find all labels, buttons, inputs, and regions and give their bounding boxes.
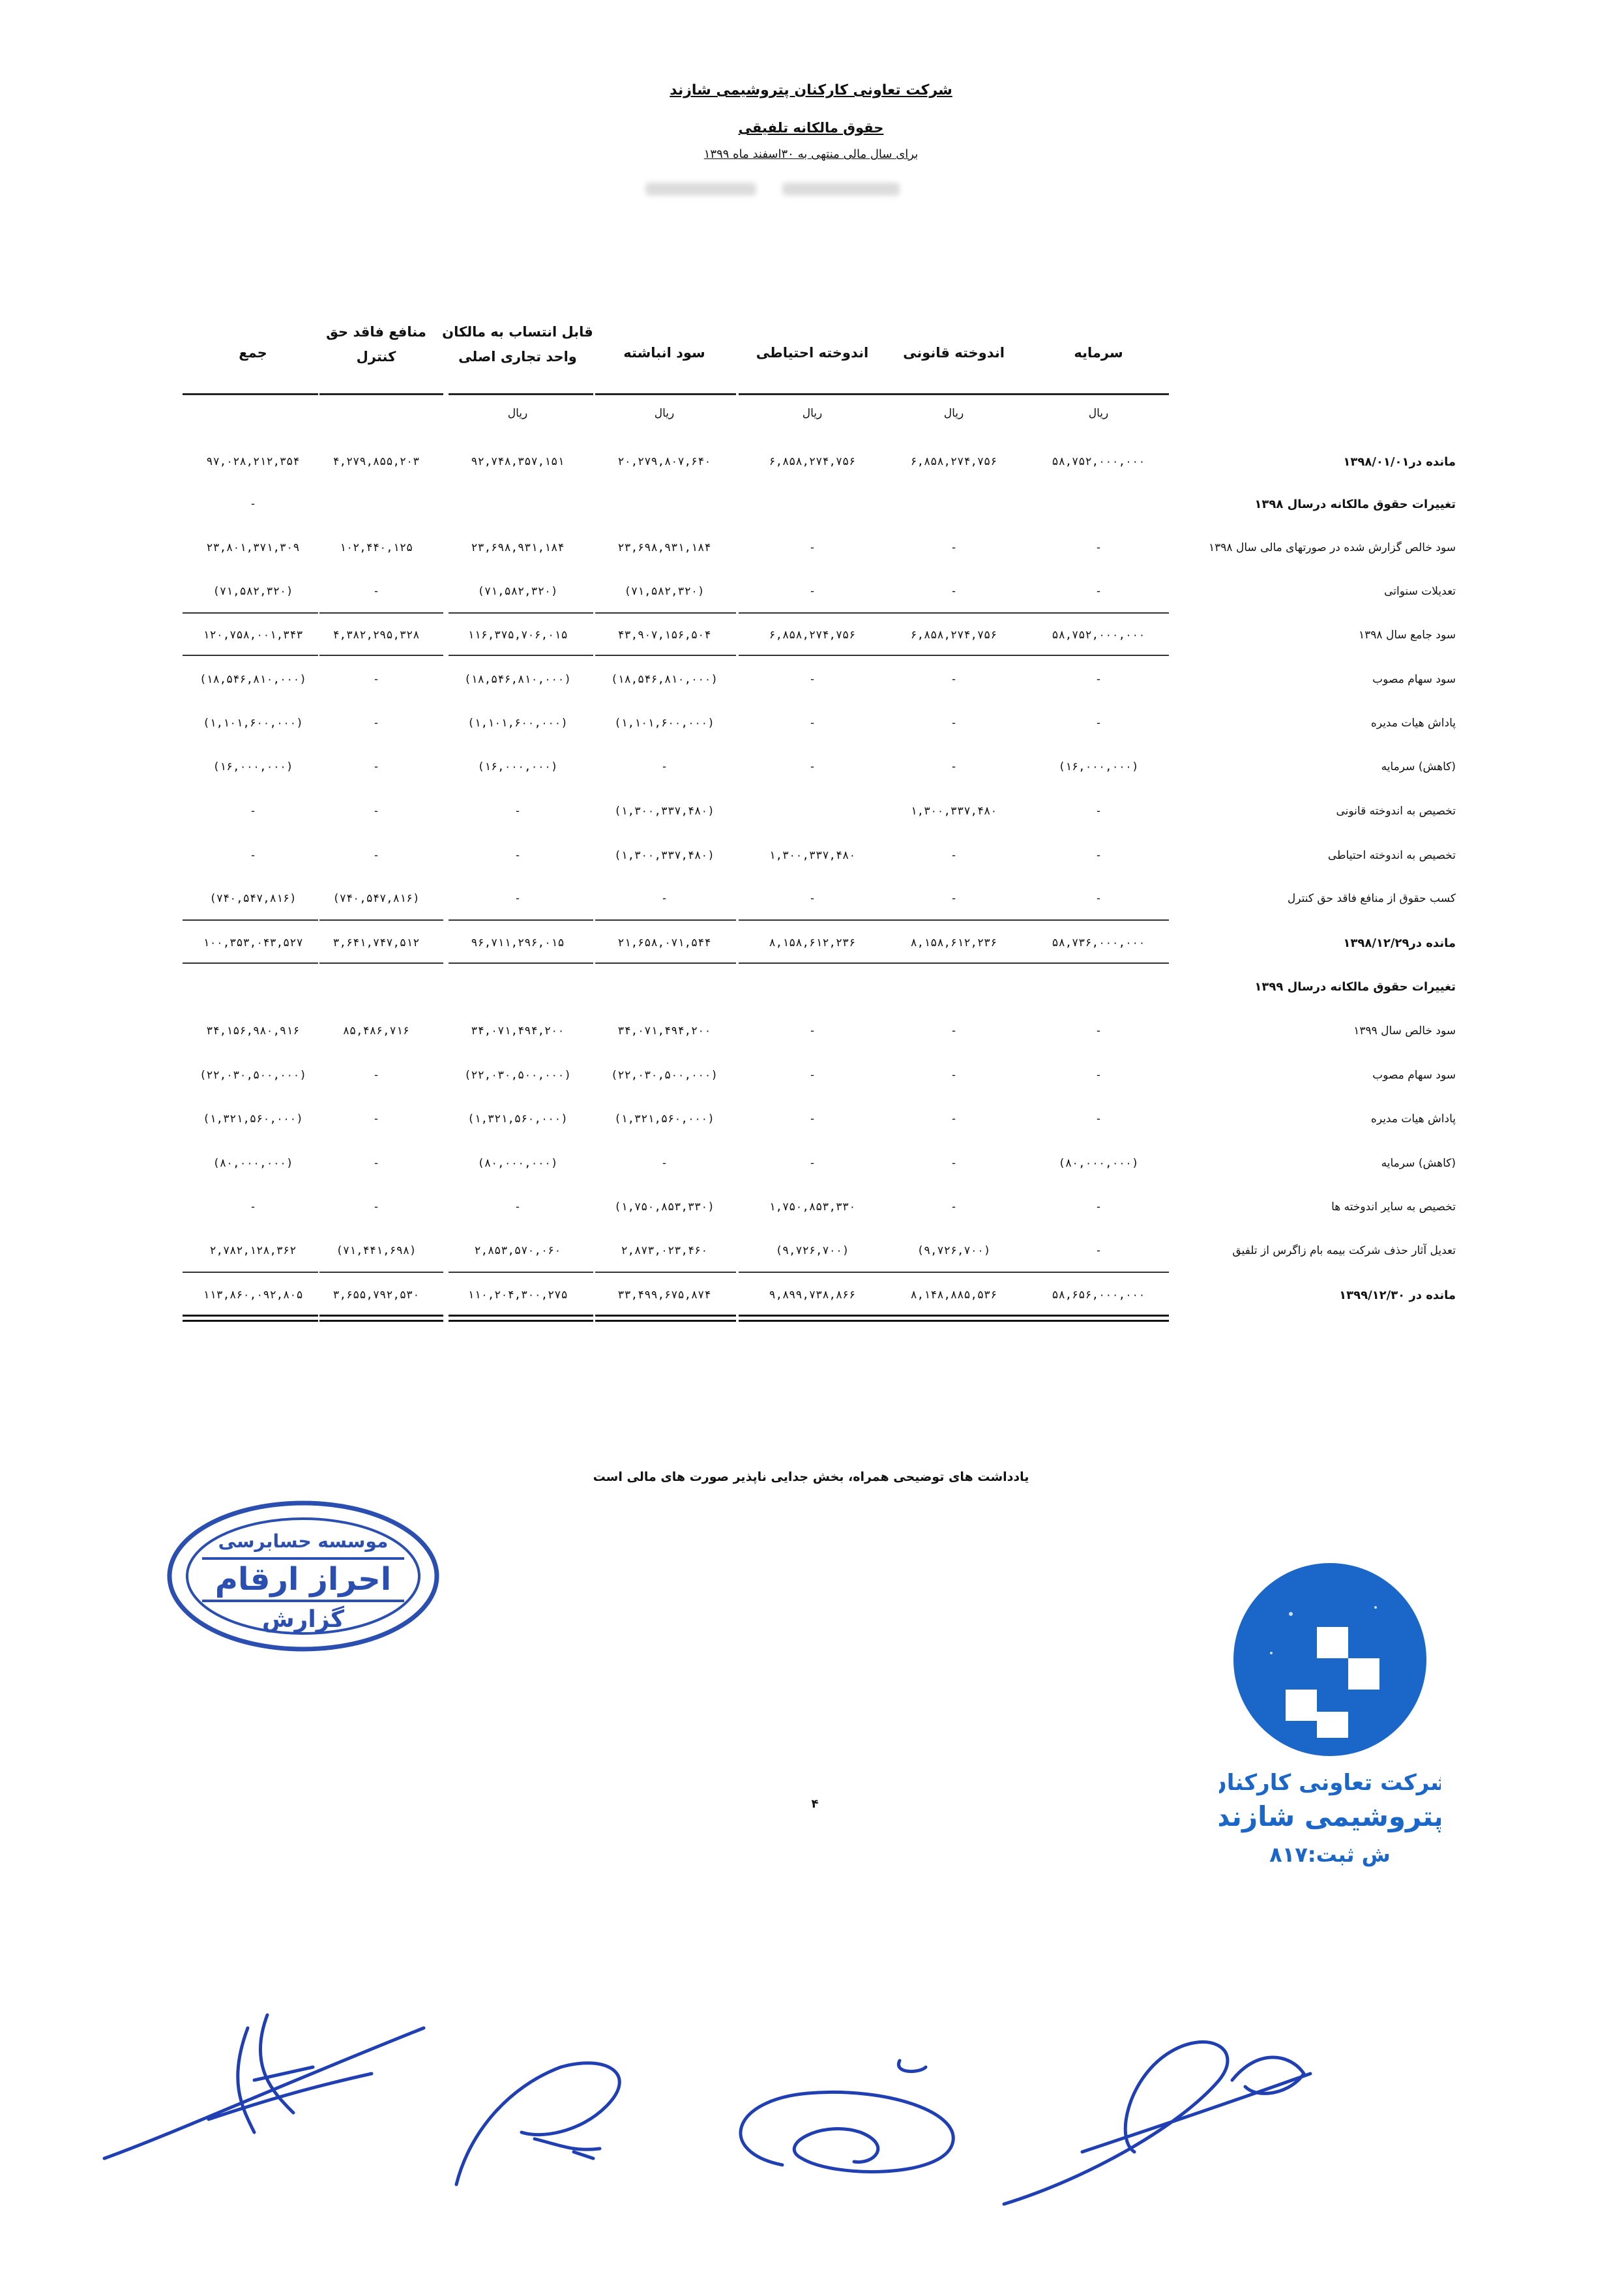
total-rule [319, 655, 443, 656]
table-cell: - [372, 805, 380, 818]
table-cell: - [1095, 541, 1102, 554]
table-cell: ۳۴,۱۵۶,۹۸۰,۹۱۶ [206, 1024, 300, 1037]
row-label: سود سهام مصوب [1372, 673, 1456, 686]
table-cell: - [808, 541, 816, 554]
header-rule [1025, 393, 1169, 395]
row-label: سود سهام مصوب [1372, 1069, 1456, 1082]
table-cell: - [1095, 892, 1102, 905]
table-cell: - [249, 805, 257, 818]
table-cell: - [249, 498, 257, 511]
table-cell: (۱,۱۰۱,۶۰۰,۰۰۰) [203, 717, 303, 730]
table-cell: (۱۸,۵۴۶,۸۱۰,۰۰۰) [464, 673, 571, 686]
statement-title: حقوق مالکانه تلفیقی [738, 120, 884, 136]
total-rule [739, 1320, 882, 1322]
row-label: سود خالص گزارش شده در صورتهای مالی سال ۱۳۹۸ [1209, 541, 1456, 554]
total-rule [449, 655, 593, 656]
table-cell: - [808, 673, 816, 686]
table-cell: (۱,۷۵۰,۸۵۳,۳۳۰) [614, 1200, 715, 1214]
table-cell: - [249, 1200, 257, 1214]
total-rule [739, 962, 882, 964]
auditor-stamp [163, 1497, 443, 1656]
table-cell: ۹,۸۹۹,۷۳۸,۸۶۶ [769, 1289, 856, 1302]
total-rule [882, 1320, 1025, 1322]
table-cell: - [372, 849, 380, 862]
total-rule [449, 962, 593, 964]
table-cell: (۱,۳۰۰,۳۳۷,۴۸۰) [614, 849, 715, 862]
table-cell: ۳۴,۰۷۱,۴۹۴,۲۰۰ [471, 1024, 565, 1037]
table-cell: ۸,۱۴۸,۸۸۵,۵۳۶ [910, 1289, 997, 1302]
table-cell: ۱,۳۰۰,۳۳۷,۴۸۰ [910, 805, 997, 818]
table-cell: ۲۱,۶۵۸,۰۷۱,۵۴۴ [617, 936, 711, 949]
table-cell: ۴,۲۷۹,۸۵۵,۲۰۳ [332, 455, 420, 468]
unit-label: ریال [943, 407, 964, 420]
table-cell: (۱۶,۰۰۰,۰۰۰) [477, 760, 558, 773]
signature-4 [984, 2008, 1349, 2217]
table-cell: - [514, 892, 522, 905]
table-cell: (۹,۷۲۶,۷۰۰) [775, 1244, 849, 1257]
total-rule [595, 962, 736, 964]
table-cell: ۱,۳۰۰,۳۳۷,۴۸۰ [769, 849, 856, 862]
table-cell: - [808, 1069, 816, 1082]
table-cell: - [1095, 1069, 1102, 1082]
row-label: تخصیص به اندوخته احتیاطی [1327, 849, 1456, 862]
table-cell: (۱۸,۵۴۶,۸۱۰,۰۰۰) [611, 673, 718, 686]
table-cell: (۷۱,۵۸۲,۳۲۰) [477, 585, 558, 598]
table-cell: (۷۴۰,۵۴۷,۸۱۶) [209, 892, 297, 905]
total-rule [882, 612, 1025, 614]
total-rule [739, 1272, 882, 1273]
total-rule [595, 612, 736, 614]
table-cell: - [660, 892, 668, 905]
table-cell: - [1095, 849, 1102, 862]
total-rule [595, 655, 736, 656]
table-cell: - [1095, 805, 1102, 818]
table-cell: ۶,۸۵۸,۲۷۴,۷۵۶ [910, 455, 997, 468]
total-rule [1025, 919, 1169, 921]
total-rule [739, 612, 882, 614]
period-line: برای سال مالی منتهی به ۳۰اسفند ماه ۱۳۹۹ [703, 147, 919, 161]
signature-2 [443, 2035, 704, 2198]
table-cell: (۹,۷۲۶,۷۰۰) [917, 1244, 991, 1257]
column-header: جمع [239, 345, 267, 361]
table-cell: ۲,۸۵۳,۵۷۰,۰۶۰ [474, 1244, 561, 1257]
table-cell: ۱,۷۵۰,۸۵۳,۳۳۰ [769, 1200, 856, 1214]
header-rule [882, 393, 1025, 395]
total-rule [1025, 655, 1169, 656]
row-label: تعدیل آثار حذف شرکت بیمه بام زاگرس از تلفیق [1232, 1244, 1456, 1257]
header-rule [595, 393, 736, 395]
total-rule [183, 655, 318, 656]
row-label: تخصیص به سایر اندوخته ها [1331, 1200, 1456, 1214]
table-cell: ۱۱۰,۲۰۴,۳۰۰,۲۷۵ [467, 1289, 568, 1302]
table-cell: - [808, 1024, 816, 1037]
total-rule [183, 1315, 318, 1317]
table-cell: - [950, 892, 958, 905]
table-cell: ۱۱۳,۸۶۰,۰۹۲,۸۰۵ [203, 1289, 303, 1302]
signature-1 [98, 2002, 437, 2171]
auditor-stamp-bottom: گزارش [261, 1606, 345, 1633]
table-cell: - [950, 1024, 958, 1037]
auditor-stamp-name: احراز ارقام [214, 1561, 392, 1598]
table-cell: - [950, 585, 958, 598]
total-rule [595, 1320, 736, 1322]
table-cell: (۸۰,۰۰۰,۰۰۰) [213, 1157, 293, 1170]
row-label: (کاهش) سرمایه [1381, 760, 1456, 773]
row-label: تغییرات حقوق مالکانه درسال ۱۳۹۸ [1254, 498, 1456, 511]
total-rule [1025, 612, 1169, 614]
table-cell: - [950, 1157, 958, 1170]
table-cell: - [950, 1069, 958, 1082]
table-cell: - [1095, 1200, 1102, 1214]
table-cell: ۲,۷۸۲,۱۲۸,۳۶۲ [209, 1244, 297, 1257]
table-cell: (۱۶,۰۰۰,۰۰۰) [1058, 760, 1139, 773]
table-cell: (۱,۳۰۰,۳۳۷,۴۸۰) [614, 805, 715, 818]
table-cell: - [1095, 673, 1102, 686]
table-cell: (۷۴۰,۵۴۷,۸۱۶) [332, 892, 420, 905]
row-label: سود خالص سال ۱۳۹۹ [1353, 1024, 1456, 1037]
column-header: اندوخته احتیاطی [756, 345, 869, 361]
table-cell: ۸,۱۵۸,۶۱۲,۲۳۶ [769, 936, 856, 949]
table-cell: (۱,۳۲۱,۵۶۰,۰۰۰) [203, 1112, 303, 1126]
footnote: یادداشت های توضیحی همراه، بخش جدایی ناپذیر صورت های مالی است [593, 1470, 1029, 1484]
table-cell: ۱۰۰,۳۵۳,۰۴۳,۵۲۷ [203, 936, 303, 949]
table-cell: (۷۱,۵۸۲,۳۲۰) [213, 585, 293, 598]
total-rule [319, 962, 443, 964]
total-rule [595, 1272, 736, 1273]
company-stamp-line1: شرکت تعاونی کارکنان [1219, 1770, 1441, 1796]
table-cell: (۷۱,۴۴۱,۶۹۸) [336, 1244, 417, 1257]
table-cell: - [372, 760, 380, 773]
table-cell: ۲۳,۸۰۱,۳۷۱,۳۰۹ [206, 541, 300, 554]
table-cell: ۲,۸۷۳,۰۲۳,۴۶۰ [621, 1244, 708, 1257]
table-cell: - [950, 673, 958, 686]
row-label: پاداش هیات مدیره [1370, 717, 1456, 730]
table-cell: ۳,۶۵۵,۷۹۲,۵۳۰ [332, 1289, 420, 1302]
total-rule [1025, 1315, 1169, 1317]
table-cell: - [660, 760, 668, 773]
total-rule [595, 1315, 736, 1317]
table-cell: ۱۰۲,۴۴۰,۱۲۵ [339, 541, 413, 554]
total-rule [449, 1272, 593, 1273]
table-cell: (۷۱,۵۸۲,۳۲۰) [624, 585, 705, 598]
table-cell: - [950, 1200, 958, 1214]
total-rule [739, 1315, 882, 1317]
table-cell: ۹۶,۷۱۱,۲۹۶,۰۱۵ [471, 936, 565, 949]
total-rule [1025, 962, 1169, 964]
table-cell: ۲۳,۶۹۸,۹۳۱,۱۸۴ [617, 541, 711, 554]
table-cell: - [372, 585, 380, 598]
table-cell: - [950, 717, 958, 730]
table-cell: ۱۱۶,۳۷۵,۷۰۶,۰۱۵ [467, 629, 568, 642]
row-label: تعدیلات سنواتی [1384, 585, 1456, 598]
table-cell: - [950, 541, 958, 554]
unit-label: ریال [507, 407, 528, 420]
column-header: منافع فاقد حق کنترل [326, 324, 426, 365]
total-rule [739, 919, 882, 921]
table-cell: - [1095, 1024, 1102, 1037]
row-label: مانده در ۱۳۹۹/۱۲/۳۰ [1339, 1289, 1456, 1302]
table-cell: ۹۷,۰۲۸,۲۱۲,۳۵۴ [206, 455, 300, 468]
total-rule [319, 1320, 443, 1322]
table-cell: - [249, 849, 257, 862]
table-cell: - [1095, 717, 1102, 730]
total-rule [319, 612, 443, 614]
total-rule [449, 919, 593, 921]
table-cell: - [950, 849, 958, 862]
total-rule [882, 1272, 1025, 1273]
column-header: سرمایه [1074, 345, 1123, 361]
table-cell: - [1095, 585, 1102, 598]
total-rule [449, 612, 593, 614]
table-cell: (۱,۱۰۱,۶۰۰,۰۰۰) [614, 717, 715, 730]
table-cell: - [372, 1200, 380, 1214]
unit-label: ریال [654, 407, 675, 420]
table-cell: (۲۲,۰۳۰,۵۰۰,۰۰۰) [199, 1069, 306, 1082]
table-cell: - [514, 849, 522, 862]
table-cell: ۵۸,۶۵۶,۰۰۰,۰۰۰ [1052, 1289, 1145, 1302]
table-cell: - [808, 717, 816, 730]
total-rule [882, 962, 1025, 964]
table-cell: - [372, 673, 380, 686]
total-rule [882, 655, 1025, 656]
table-cell: ۵۸,۷۵۲,۰۰۰,۰۰۰ [1052, 629, 1145, 642]
table-cell: (۸۰,۰۰۰,۰۰۰) [477, 1157, 558, 1170]
total-rule [449, 1315, 593, 1317]
table-cell: - [808, 892, 816, 905]
row-label: (کاهش) سرمایه [1381, 1157, 1456, 1170]
table-cell: - [372, 1112, 380, 1126]
table-cell: (۱۶,۰۰۰,۰۰۰) [213, 760, 293, 773]
table-cell: - [514, 805, 522, 818]
table-cell: (۱۸,۵۴۶,۸۱۰,۰۰۰) [199, 673, 306, 686]
row-label: کسب حقوق از منافع فاقد حق کنترل [1287, 892, 1456, 905]
total-rule [882, 1315, 1025, 1317]
table-cell: (۸۰,۰۰۰,۰۰۰) [1058, 1157, 1139, 1170]
redacted-mark [782, 183, 900, 196]
total-rule [183, 962, 318, 964]
header-rule [739, 393, 882, 395]
table-cell: ۳۳,۴۹۹,۶۷۵,۸۷۴ [617, 1289, 711, 1302]
signature-3 [704, 2048, 1004, 2191]
table-cell: (۱,۳۲۱,۵۶۰,۰۰۰) [614, 1112, 715, 1126]
column-header: قابل انتساب به مالکان واحد تجاری اصلی [442, 324, 593, 365]
company-title: شرکت تعاونی کارکنان پتروشیمی شازند [670, 82, 952, 98]
unit-label: ریال [1088, 407, 1109, 420]
table-cell: - [808, 1112, 816, 1126]
table-cell: - [808, 585, 816, 598]
table-cell: - [372, 1157, 380, 1170]
table-cell: - [950, 760, 958, 773]
total-rule [882, 919, 1025, 921]
table-cell: - [372, 717, 380, 730]
table-cell: - [808, 1157, 816, 1170]
company-stamp-line2: پتروشیمی شازند [1219, 1800, 1441, 1832]
table-cell: ۸۵,۴۸۶,۷۱۶ [342, 1024, 410, 1037]
table-cell: ۲۰,۲۷۹,۸۰۷,۶۴۰ [617, 455, 711, 468]
table-cell: ۳,۶۴۱,۷۴۷,۵۱۲ [332, 936, 420, 949]
total-rule [183, 919, 318, 921]
header-rule [183, 393, 318, 395]
total-rule [183, 1272, 318, 1273]
total-rule [739, 655, 882, 656]
column-header: اندوخته قانونی [903, 345, 1005, 361]
header-rule [319, 393, 443, 395]
table-cell: - [514, 1200, 522, 1214]
total-rule [319, 1272, 443, 1273]
total-rule [1025, 1320, 1169, 1322]
row-label: تغییرات حقوق مالکانه درسال ۱۳۹۹ [1254, 980, 1456, 994]
column-header: سود انباشته [623, 345, 705, 361]
table-cell: ۴,۳۸۲,۲۹۵,۳۲۸ [332, 629, 420, 642]
table-cell: ۶,۸۵۸,۲۷۴,۷۵۶ [769, 629, 856, 642]
total-rule [319, 1315, 443, 1317]
table-cell: - [950, 1112, 958, 1126]
table-cell: - [1095, 1112, 1102, 1126]
total-rule [183, 1320, 318, 1322]
row-label: پاداش هیات مدیره [1370, 1112, 1456, 1126]
total-rule [449, 1320, 593, 1322]
row-label: مانده در۱۳۹۸/۱۲/۲۹ [1343, 936, 1456, 950]
table-cell: ۶,۸۵۸,۲۷۴,۷۵۶ [910, 629, 997, 642]
auditor-stamp-top: موسسه حسابرسی [218, 1530, 389, 1552]
table-cell: ۵۸,۷۳۶,۰۰۰,۰۰۰ [1052, 936, 1145, 949]
table-cell: ۱۲۰,۷۵۸,۰۰۱,۳۴۳ [203, 629, 303, 642]
total-rule [319, 919, 443, 921]
table-cell: (۱,۳۲۱,۵۶۰,۰۰۰) [467, 1112, 568, 1126]
table-cell: ۸,۱۵۸,۶۱۲,۲۳۶ [910, 936, 997, 949]
company-stamp-reg: ش ثبت:۸۱۷ [1269, 1842, 1391, 1867]
table-cell: ۳۴,۰۷۱,۴۹۴,۲۰۰ [617, 1024, 711, 1037]
table-cell: - [808, 760, 816, 773]
row-label: مانده در۱۳۹۸/۰۱/۰۱ [1343, 455, 1456, 469]
table-cell: (۱,۱۰۱,۶۰۰,۰۰۰) [467, 717, 568, 730]
table-cell: (۲۲,۰۳۰,۵۰۰,۰۰۰) [464, 1069, 571, 1082]
total-rule [183, 612, 318, 614]
redacted-mark [645, 183, 756, 196]
table-cell: - [660, 1157, 668, 1170]
table-cell: ۴۳,۹۰۷,۱۵۶,۵۰۴ [617, 629, 711, 642]
table-cell: ۹۲,۷۴۸,۳۵۷,۱۵۱ [471, 455, 565, 468]
table-cell: - [372, 1069, 380, 1082]
row-label: سود جامع سال ۱۳۹۸ [1359, 629, 1456, 642]
page-number: ۴ [811, 1797, 819, 1811]
table-cell: (۲۲,۰۳۰,۵۰۰,۰۰۰) [611, 1069, 718, 1082]
row-label: تخصیص به اندوخته قانونی [1336, 805, 1456, 818]
total-rule [595, 919, 736, 921]
company-stamp [1219, 1562, 1441, 1881]
total-rule [1025, 1272, 1169, 1273]
table-cell: ۵۸,۷۵۲,۰۰۰,۰۰۰ [1052, 455, 1145, 468]
header-rule [449, 393, 593, 395]
table-cell: - [1095, 1244, 1102, 1257]
unit-label: ریال [802, 407, 823, 420]
table-cell: ۶,۸۵۸,۲۷۴,۷۵۶ [769, 455, 856, 468]
table-cell: ۲۳,۶۹۸,۹۳۱,۱۸۴ [471, 541, 565, 554]
